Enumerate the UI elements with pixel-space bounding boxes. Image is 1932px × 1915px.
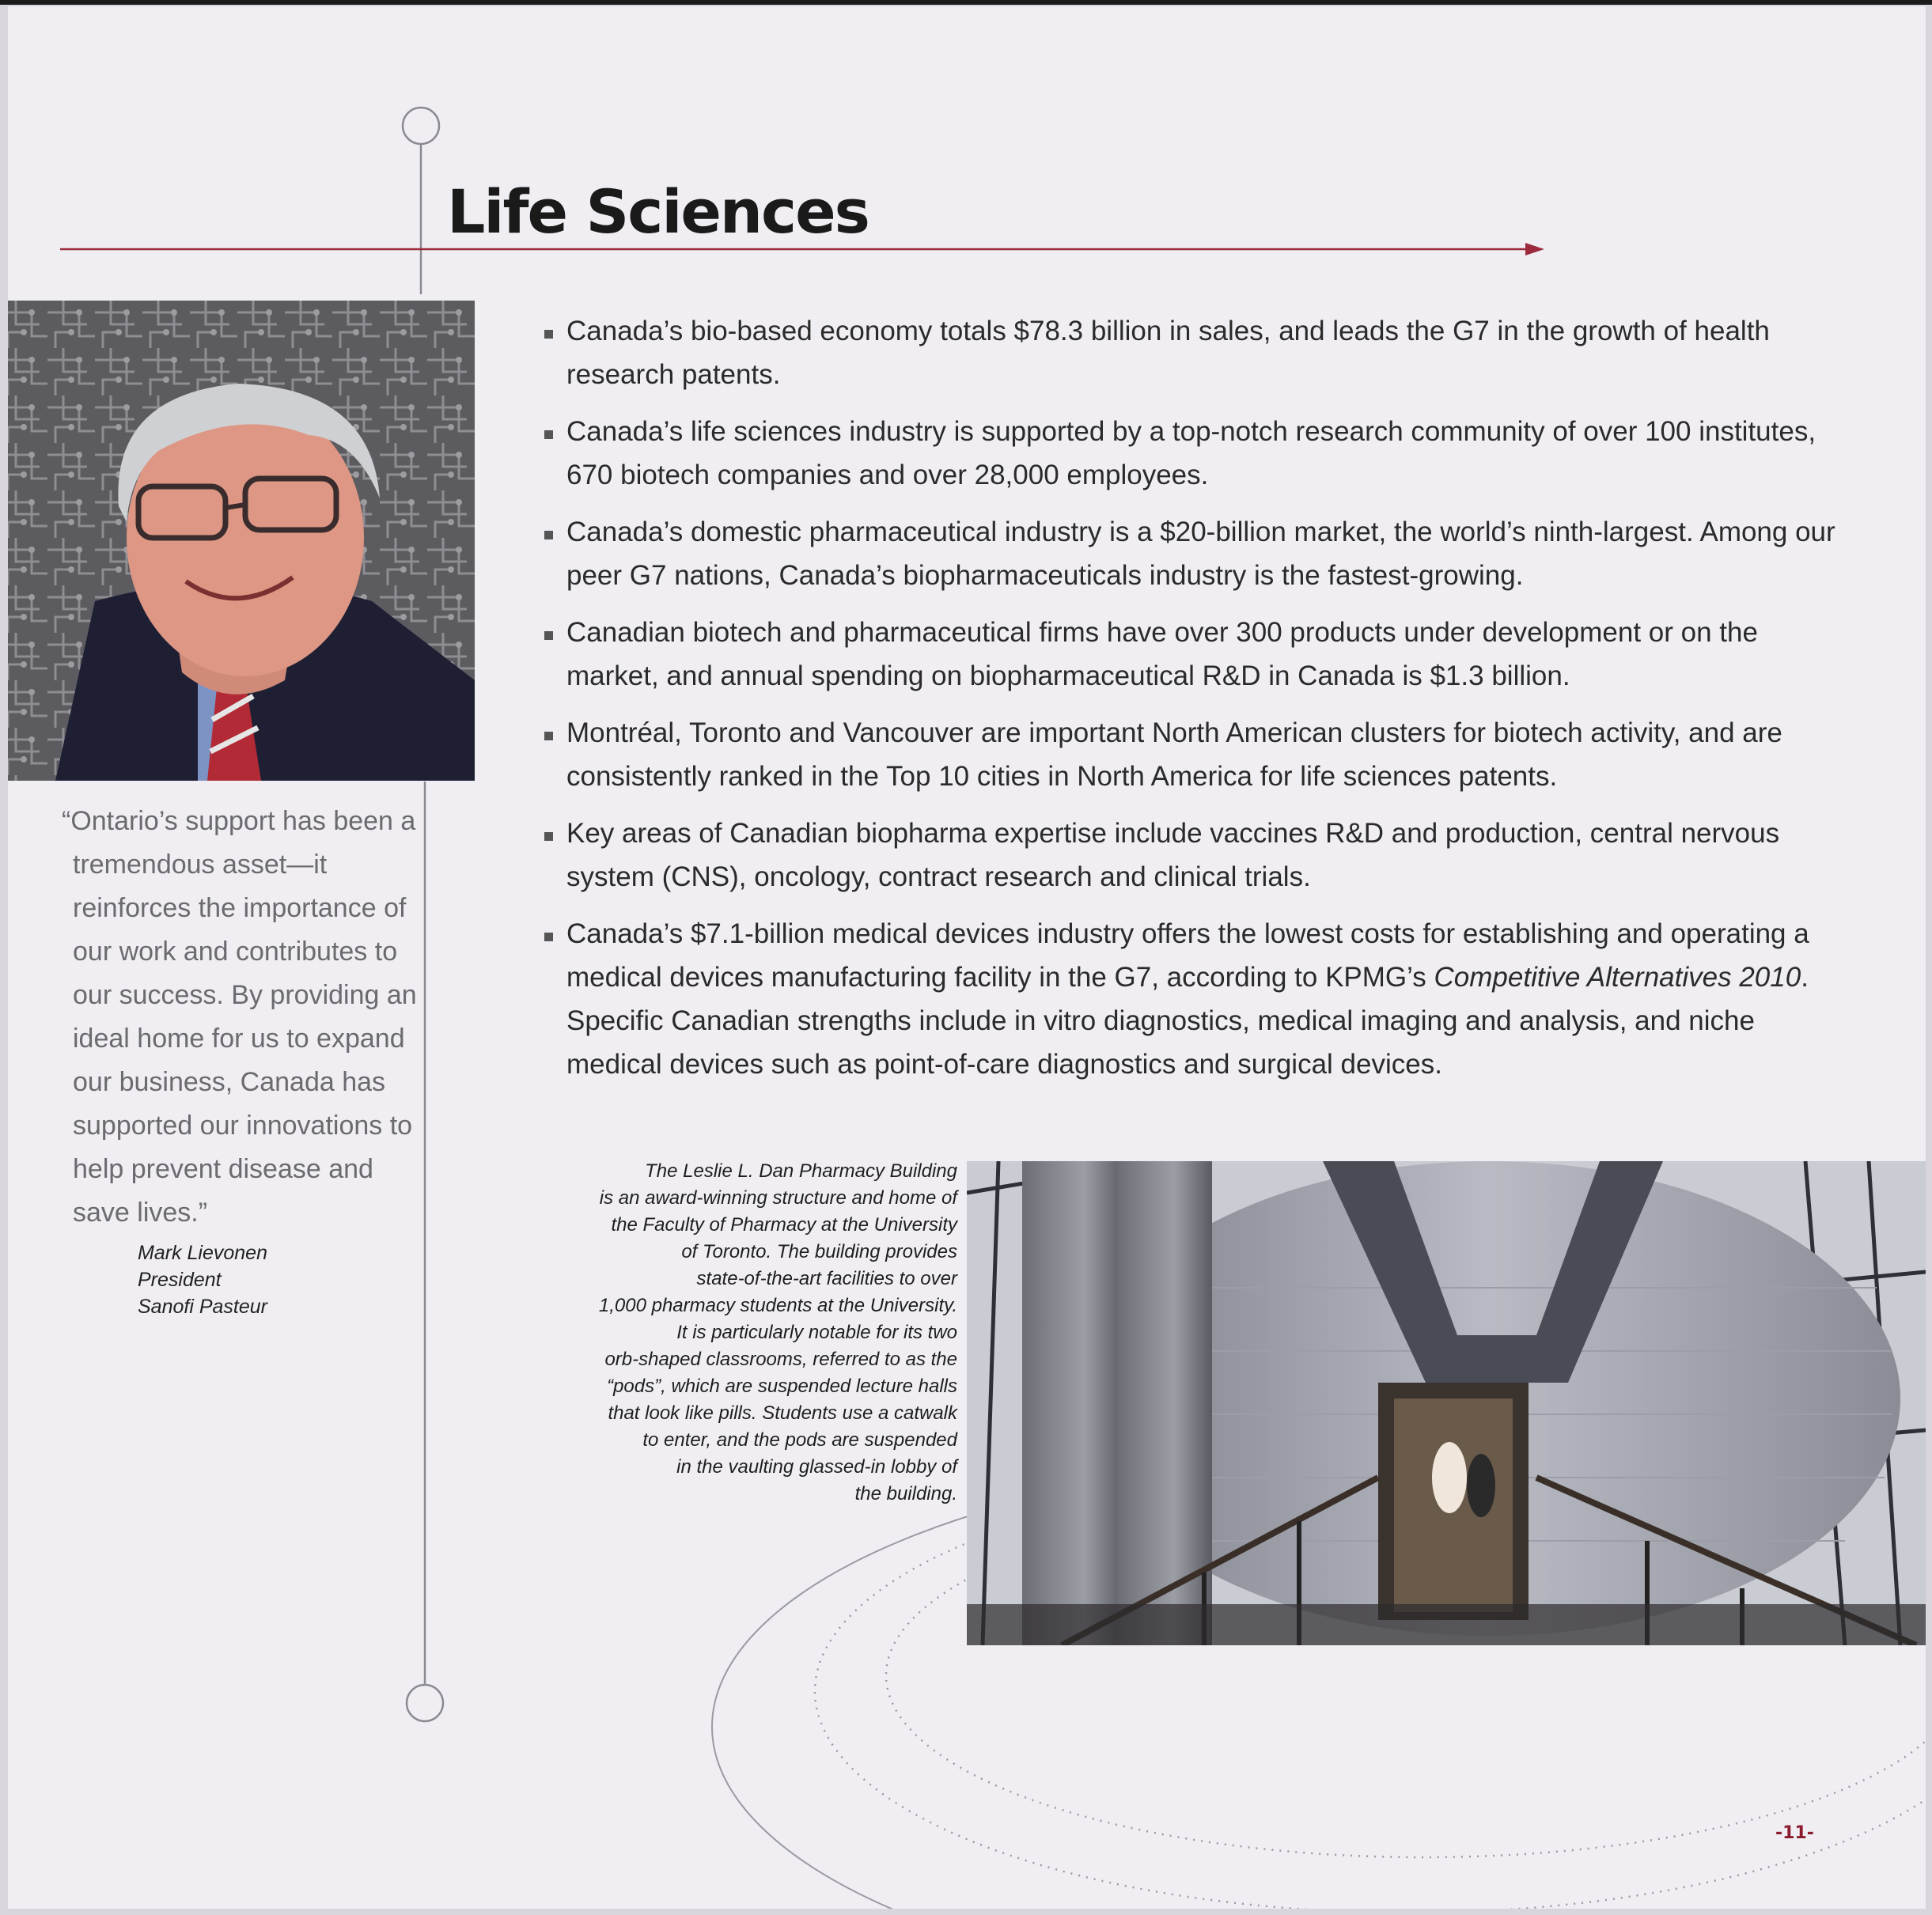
- fact-item: [538, 912, 1835, 1086]
- quote-attribution: [138, 1239, 418, 1320]
- portrait-photo: [8, 301, 475, 781]
- fact-text-after: . Specific Canadian strengths include in vitro diagnostics, medical imaging and analysis, and niche medical devices such as point-of-care diagnostics and surgical devices.: [566, 962, 1809, 1080]
- brochure-page: [8, 6, 1926, 1909]
- page-title: Life Sciences: [447, 176, 869, 247]
- caption-line: is an award-winning structure and home of: [599, 1187, 957, 1209]
- caption-line: state-of-the-art facilities to over: [696, 1268, 957, 1289]
- caption-line: 1,000 pharmacy students at the University.: [598, 1295, 957, 1316]
- caption-line: in the vaulting glassed-in lobby of: [676, 1456, 957, 1478]
- building-photo: [967, 1161, 1926, 1645]
- fact-item: Key areas of Canadian biopharma expertise include vaccines R&D and production, central nervous system (CNS), oncology, contract research and clinical trials.: [538, 812, 1835, 899]
- caption-line: that look like pills. Students use a catwalk: [608, 1402, 957, 1424]
- quote-company: Sanofi Pasteur: [138, 1296, 267, 1318]
- fact-item: Canada’s life sciences industry is supported by a top-notch research community of over 100 institutes, 670 biotech companies and over 28,000 employees.: [538, 410, 1835, 497]
- fact-text-before: Canada’s $7.1-billion medical devices industry offers the lowest costs for establishing and operating a medical devices manufacturing facility in the G7, according to KPMG’s: [566, 918, 1809, 993]
- arrow-icon: [1525, 243, 1544, 255]
- fact-item: Canadian biotech and pharmaceutical firms have over 300 products under development or on the market, and annual spending on biopharmaceutical R&D in Canada is $1.3 billion.: [538, 611, 1835, 698]
- caption-line: orb-shaped classrooms, referred to as the: [604, 1349, 957, 1370]
- caption-line: “pods”, which are suspended lecture halls: [607, 1376, 957, 1397]
- caption-line: The Leslie L. Dan Pharmacy Building: [645, 1160, 957, 1182]
- quote-role: President: [138, 1269, 222, 1291]
- page-number: -11-: [1775, 1823, 1814, 1843]
- caption-line: It is particularly notable for its two: [676, 1322, 957, 1343]
- quote-block: [62, 800, 418, 1320]
- bottom-circle: [407, 1685, 443, 1721]
- quote-author: Mark Lievonen: [138, 1242, 267, 1264]
- fact-item: Canada’s domestic pharmaceutical industry is a $20-billion market, the world’s ninth-largest. Among our peer G7 nations, Canada’s biopharmaceuticals industry is the fastest-growing.: [538, 510, 1835, 597]
- caption-line: to enter, and the pods are suspended: [642, 1429, 957, 1451]
- caption-line: the building.: [854, 1483, 957, 1504]
- fact-item: Montréal, Toronto and Vancouver are important North American clusters for biotech activity, and are consistently ranked in the Top 10 cities in North America for life sciences patents.: [538, 711, 1835, 798]
- caption-line: the Faculty of Pharmacy at the University: [611, 1214, 957, 1236]
- fact-list: [538, 309, 1835, 1099]
- photo-caption: [514, 1158, 957, 1508]
- publication-title: Competitive Alternatives 2010: [1434, 962, 1801, 993]
- page-top-edge: [0, 0, 1932, 5]
- quote-text: “Ontario’s support has been a tremendous asset—it reinforces the importance of our work and contributes to our success. By providing an ideal home for us to expand our business, Canada has supported our innovations to help prevent disease and save lives.”: [62, 806, 417, 1228]
- fact-item: Canada’s bio-based economy totals $78.3 billion in sales, and leads the G7 in the growth of health research patents.: [538, 309, 1835, 396]
- top-circle: [403, 108, 439, 144]
- caption-line: of Toronto. The building provides: [681, 1241, 957, 1262]
